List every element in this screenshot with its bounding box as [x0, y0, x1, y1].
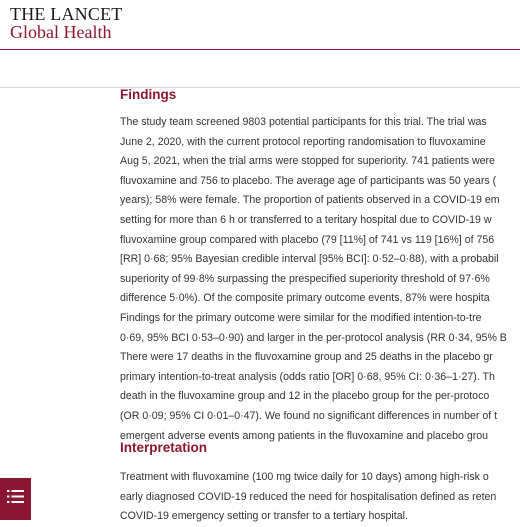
text-line: Aug 5, 2021, when the trial arms were stopped for superiority. 741 patients were — [120, 155, 495, 168]
interpretation-heading: Interpretation — [120, 440, 208, 455]
outline-menu-button[interactable] — [0, 478, 31, 520]
text-line: (OR 0·09; 95% CI 0·01–0·47). We found no significant differences in number of t — [120, 409, 498, 422]
findings-paragraph — [120, 113, 507, 446]
text-line: difference 5·0%). Of the composite primary outcome events, 87% were hospita — [120, 292, 490, 305]
text-line: emergent adverse events among patients in the fluvoxamine and placebo grou — [120, 429, 489, 442]
text-line: COVID-19 emergency setting or transfer to a tertiary hospital. — [120, 510, 408, 523]
text-line: There were 17 deaths in the fluvoxamine group and 25 deaths in the placebo gr — [120, 351, 493, 364]
text-line: superiority of 99·8% surpassing the prespecified superiority threshold of 97·6% — [120, 272, 490, 285]
text-line: primary intention-to-treat analysis (odds ratio [OR] 0·68, 95% CI: 0·36–1·27). Th — [120, 370, 495, 383]
sub-navigation-bar — [0, 50, 520, 87]
list-menu-icon — [7, 490, 24, 508]
text-line: 0·69, 95% BCI 0·53–0·90) and larger in the per-protocol analysis (RR 0·34, 95% B — [120, 331, 507, 344]
journal-logo-line1[interactable]: THE LANCET — [10, 4, 123, 24]
subbar-divider — [0, 87, 520, 88]
interpretation-paragraph — [120, 468, 496, 527]
text-line: [RR] 0·68; 95% Bayesian credible interval [95% BCI]: 0·52–0·88), with a probabil — [120, 253, 499, 266]
findings-heading: Findings — [120, 87, 177, 102]
text-line: Findings for the primary outcome were similar for the modified intention-to-tre — [120, 311, 482, 324]
text-line: fluvoxamine and 756 to placebo. The average age of participants was 50 years ( — [120, 174, 497, 187]
text-line: years); 58% were female. The proportion of patients observed in a COVID-19 em — [120, 194, 500, 207]
text-line: The study team screened 9803 potential participants for this trial. The trial was — [120, 116, 487, 128]
text-line: Treatment with fluvoxamine (100 mg twice daily for 10 days) among high-risk o — [120, 471, 489, 483]
text-line: fluvoxamine group compared with placebo (79 [11%] of 741 vs 119 [16%] of 756 — [120, 233, 495, 246]
text-line: death in the fluvoxamine group and 12 in the placebo group for the per-protoco — [120, 390, 490, 403]
text-line: June 2, 2020, with the current protocol reporting randomisation to fluvoxamine — [120, 135, 486, 148]
text-line: early diagnosed COVID-19 reduced the need for hospitalisation defined as reten — [120, 490, 497, 503]
site-header — [0, 0, 520, 49]
text-line: setting for more than 6 h or transferred to a teritary hospital due to COVID-19 w — [120, 213, 492, 226]
journal-logo-line2[interactable]: Global Health — [10, 22, 112, 42]
